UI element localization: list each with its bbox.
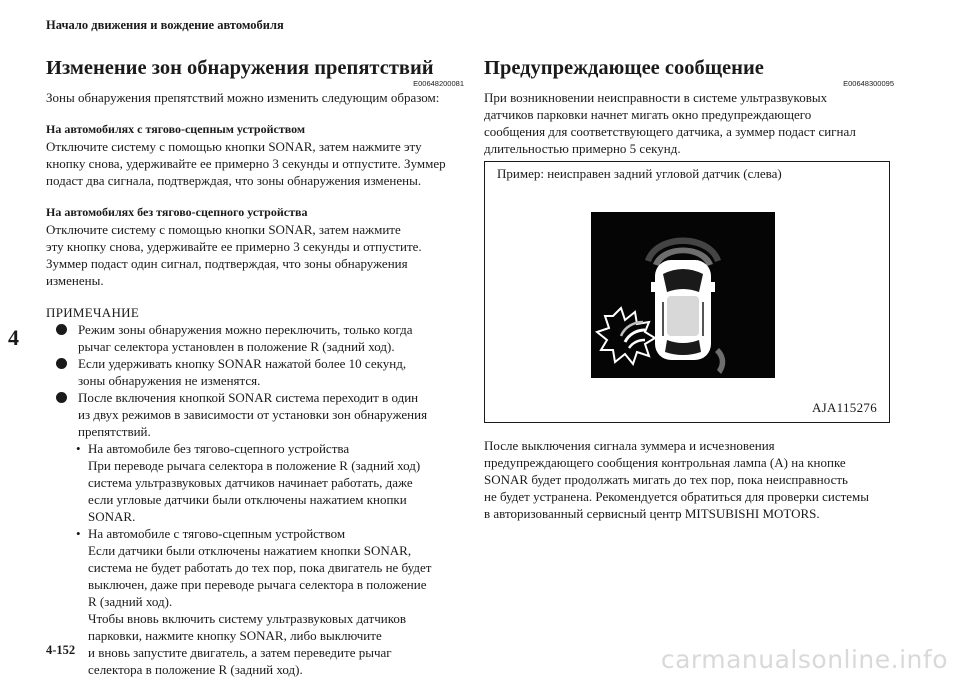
para-line: подаст два сигнала, подтверждая, что зоны обнаружения изменены. [46, 173, 422, 188]
para-line: предупреждающего сообщения контрольная лампа (A) на кнопке [484, 455, 846, 470]
para-line: SONAR будет продолжать мигать до тех пор, пока неисправность [484, 472, 848, 487]
note-line: из двух режимов в зависимости от установки зон обнаружения [78, 407, 428, 422]
para-line: эту кнопку снова, удерживайте ее примерно 3 секунды и отпустите. [46, 239, 422, 254]
para-line: кнопку снова, удерживайте ее примерно 3 секунды и отпустите. Зуммер [46, 156, 446, 171]
warning-figure [484, 161, 890, 423]
car-top-view-icon [651, 260, 715, 360]
sub-line: и вновь запустите двигатель, а затем переведите рычаг [88, 645, 392, 660]
running-header: Начало движения и вождение автомобиля [46, 18, 284, 32]
note-title: ПРИМЕЧАНИЕ [46, 305, 140, 320]
bullet-dot-icon [56, 392, 67, 403]
intro-text: Зоны обнаружения препятствий можно изменить следующим образом: [46, 90, 440, 105]
display-panel [591, 212, 775, 378]
note-line: После включения кнопкой SONAR система переходит в один [78, 390, 419, 405]
sub-line: SONAR. [88, 509, 136, 524]
para-line: не будет устранена. Рекомендуется обратиться для проверки системы [484, 489, 870, 504]
note-line: рычаг селектора установлен в положение R (задний ход). [78, 339, 395, 354]
sub-line: система ультразвуковых датчиков начинает работать, даже [88, 475, 413, 490]
para-line: изменены. [46, 273, 104, 288]
small-bullet-icon: • [76, 526, 81, 541]
car-sensor-illustration [591, 212, 775, 378]
rear-right-sensor-arcs-icon [715, 348, 725, 374]
page-number: 4-152 [46, 643, 76, 657]
para-line: При возникновении неисправности в системе ультразвуковых [484, 90, 828, 105]
para-line: длительностью примерно 5 секунд. [484, 141, 681, 156]
para-line: Отключите систему с помощью кнопки SONAR, затем нажмите [46, 222, 401, 237]
para-line: После выключения сигнала зуммера и исчезновения [484, 438, 775, 453]
sub-item-with-hitch [46, 525, 464, 678]
bullet-dot-icon [56, 324, 67, 335]
section-title-zones: Изменение зон обнаружения препятствий [46, 57, 434, 79]
bullet-dot-icon [56, 358, 67, 369]
sub-item-without-hitch [46, 440, 464, 525]
para-line: сообщения для соответствующего датчика, а зуммер подаст сигнал [484, 124, 856, 139]
sub-line: Чтобы вновь включить систему ультразвуковых датчиков [88, 611, 406, 626]
sub-line: При переводе рычага селектора в положение R (задний ход) [88, 458, 421, 473]
figure-caption: Пример: неисправен задний угловой датчик (слева) [497, 166, 782, 181]
note-line: Если удерживать кнопку SONAR нажатой более 10 секунд, [78, 356, 407, 371]
para-line: датчиков парковки начнет мигать окно предупреждающего [484, 107, 812, 122]
figure-code: AJA115276 [811, 400, 877, 415]
sub-line: R (задний ход). [88, 594, 173, 609]
sub-line: На автомобиле с тягово-сцепным устройством [88, 526, 346, 541]
sub-line: Если датчики были отключены нажатием кнопки SONAR, [88, 543, 412, 558]
rear-left-warning-burst-icon [597, 308, 655, 364]
section-title-warning: Предупреждающее сообщение [484, 57, 764, 79]
note-line: зоны обнаружения не изменятся. [78, 373, 261, 388]
subheading-without-hitch: На автомобилях без тягово-сцепного устройства [46, 205, 308, 219]
sub-line: парковки, нажмите кнопку SONAR, либо выключите [88, 628, 382, 643]
note-line: препятствий. [78, 424, 151, 439]
sub-line: На автомобиле без тягово-сцепного устройства [88, 441, 350, 456]
sub-line: если угловые датчики были отключены нажатием кнопки [88, 492, 407, 507]
left-column [46, 56, 464, 678]
note-line: Режим зоны обнаружения можно переключить, только когда [78, 322, 413, 337]
sub-line: селектора в положение R (задний ход). [88, 662, 303, 677]
para-line: в авторизованный сервисный центр MITSUBISHI MOTORS. [484, 506, 820, 521]
note-item [46, 321, 464, 355]
para-line: Зуммер подаст один сигнал, подтверждая, что зоны обнаружения [46, 256, 408, 271]
sub-line: выключен, даже при переводе рычага селектора в положение [88, 577, 427, 592]
watermark: carmanualsonline.info [660, 645, 948, 674]
para-line: Отключите систему с помощью кнопки SONAR, затем нажмите эту [46, 139, 422, 154]
note-item [46, 355, 464, 389]
chapter-number: 4 [8, 325, 19, 350]
sub-line: система не будет работать до тех пор, пока двигатель не будет [88, 560, 432, 575]
note-item [46, 389, 464, 440]
after-figure-text [484, 437, 894, 522]
right-column [484, 56, 894, 157]
section-code: E00648200081 [413, 79, 464, 88]
subheading-with-hitch: На автомобилях с тягово-сцепным устройством [46, 122, 306, 136]
small-bullet-icon: • [76, 441, 81, 456]
section-code: E00648300095 [843, 79, 894, 88]
